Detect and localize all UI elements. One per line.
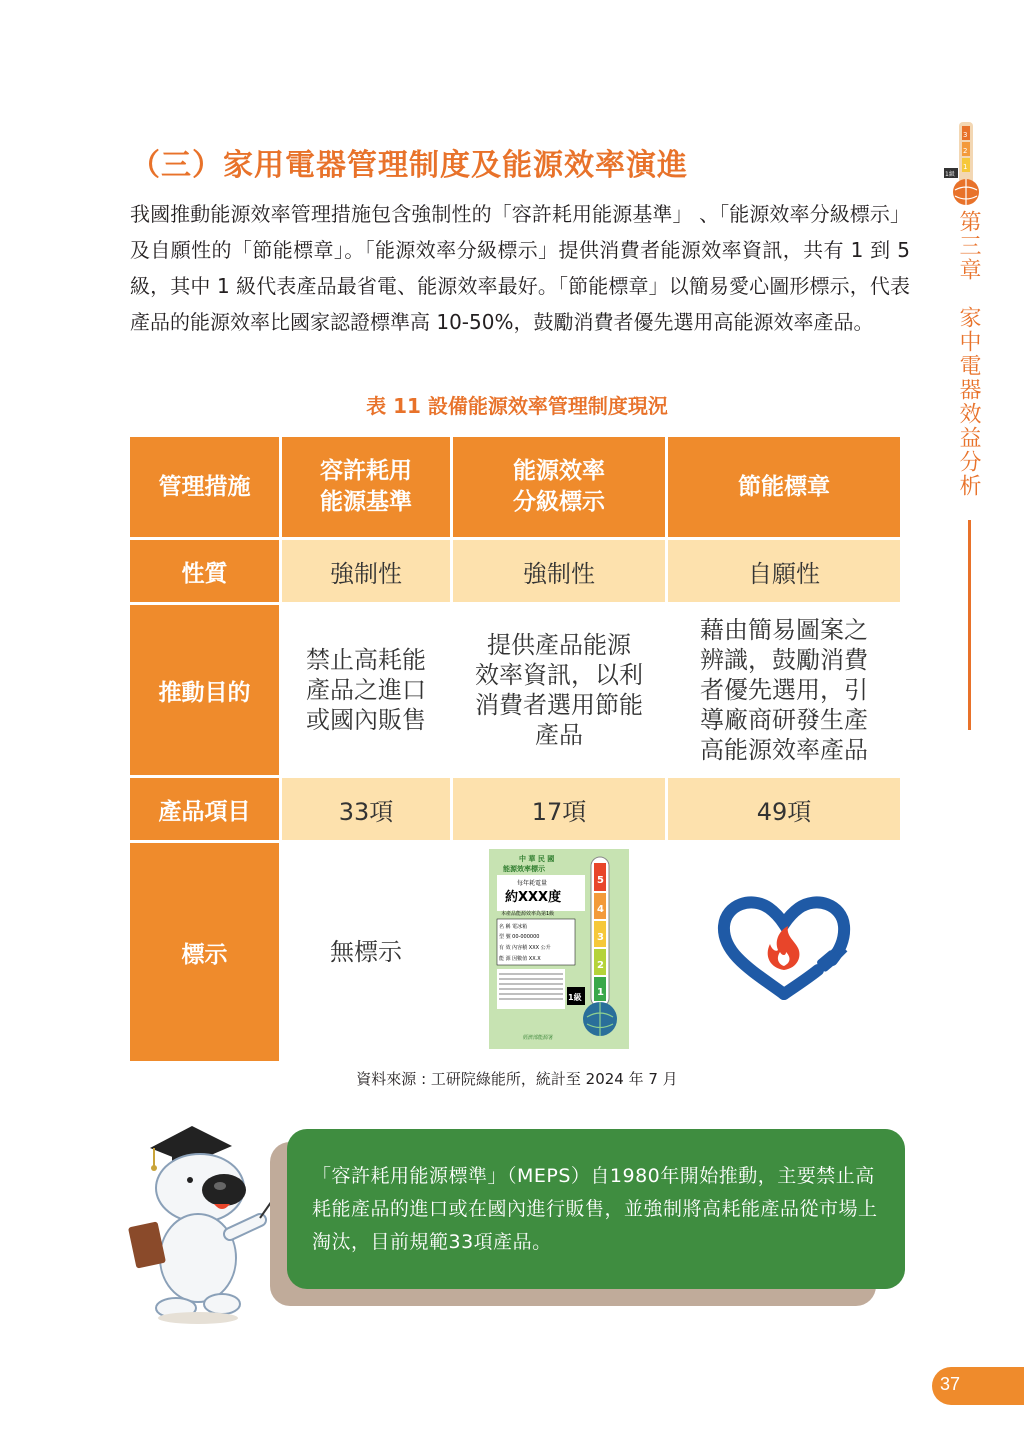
table-cell: 強制性 xyxy=(453,540,665,602)
table-cell: 33項 xyxy=(282,778,450,840)
table-cell: 自願性 xyxy=(668,540,900,602)
table-row-mark xyxy=(130,843,900,1061)
label-field-row: 能 源 因數值 XX.X xyxy=(499,955,541,962)
page-number: 37 xyxy=(940,1374,961,1394)
table-cell: 提供產品能源 效率資訊，以利 消費者選用節能 產品 xyxy=(453,605,665,775)
table-cell: 無標示 xyxy=(282,843,450,1061)
grade-number: 2 xyxy=(597,959,604,971)
table-header-row xyxy=(130,437,900,537)
label-footer: 經濟部能源署 xyxy=(523,1034,554,1041)
energy-efficiency-label-image xyxy=(489,849,629,1049)
table-cell xyxy=(453,843,665,1061)
row-label-mark: 標示 xyxy=(130,843,279,1061)
label-title-1: 中 華 民 國 xyxy=(519,854,555,863)
table-cell xyxy=(668,843,900,1061)
table-cell: 17項 xyxy=(453,778,665,840)
label-consumption-label: 每年耗電量 xyxy=(517,879,548,887)
label-field-row: 型 號 00-000000 xyxy=(499,933,540,940)
source-note: 資料來源 : 工研院綠能所，統計至 2024 年 7 月 xyxy=(356,1070,678,1088)
chapter-divider xyxy=(968,520,971,730)
label-consumption-value: 約XXX度 xyxy=(505,889,562,905)
grade-number: 1 xyxy=(597,986,604,998)
intro-paragraph: 我國推動能源效率管理措施包含強制性的「容許耗用能源基準」 、「能源效率分級標示」及自願性的「節能標章」。「能源效率分級標示」提供消費者能源效率資訊，共有 1 到 5 級，其中 1 級代表產品最省電、能源效率最好。「節能標章」以簡易愛心圖形標示，代表產品的能源效率比國家認證標準高 10-50%，鼓勵消費者優先選用高能源效率產品。 xyxy=(130,202,910,334)
table-cell: 強制性 xyxy=(282,540,450,602)
row-label-nature: 性質 xyxy=(130,540,279,602)
table-cell: 禁止高耗能 產品之進口 或國內販售 xyxy=(282,605,450,775)
grade-number: 4 xyxy=(597,903,604,915)
thermo-level: 1 xyxy=(963,163,968,171)
header-energy-saving-mark: 節能標章 xyxy=(668,437,900,537)
management-table xyxy=(127,434,903,1064)
header-meps: 容許耗用 能源基準 xyxy=(282,437,450,537)
row-label-purpose: 推動目的 xyxy=(130,605,279,775)
grade-badge: 1級 xyxy=(568,992,582,1002)
header-measure: 管理措施 xyxy=(130,437,279,537)
header-efficiency-label: 能源效率 分級標示 xyxy=(453,437,665,537)
mascot-bear-illustration xyxy=(120,1118,290,1328)
table-caption: 表 11 設備能源效率管理制度現況 xyxy=(366,394,668,418)
grade-number: 5 xyxy=(597,874,604,886)
label-field-row: 名 稱 電冰箱 xyxy=(499,923,528,930)
grade-number: 3 xyxy=(597,931,604,943)
table-row-nature xyxy=(130,540,900,602)
label-field-row: 有 效 內容積 XXX 公升 xyxy=(499,944,551,951)
thermo-level: 3 xyxy=(963,131,968,139)
thermo-level: 2 xyxy=(963,147,968,155)
table-cell: 藉由簡易圖案之 辨識，鼓勵消費 者優先選用，引 導廠商研發生產 高能源效率產品 xyxy=(668,605,900,775)
energy-saving-heart-icon xyxy=(714,894,854,1004)
thermo-tag: 1級 xyxy=(945,171,955,178)
callout-text: 「容許耗用能源標準」（MEPS）自1980年開始推動，主要禁止高耗能產品的進口或在國內進行販售，並強制將高耗能產品從市場上淘汰，目前規範33項產品。 xyxy=(312,1165,878,1253)
table-row-purpose xyxy=(130,605,900,775)
chapter-title: 第三章 家中電器效益分析 xyxy=(956,210,981,498)
table-cell: 49項 xyxy=(668,778,900,840)
label-grade-note: 本產品能源效率為第1級 xyxy=(501,910,555,917)
label-title-2: 能源效率標示 xyxy=(503,864,545,873)
section-title: （三）家用電器管理制度及能源效率演進 xyxy=(130,148,688,183)
chapter-thermometer-icon xyxy=(944,120,988,210)
table-row-products xyxy=(130,778,900,840)
row-label-products: 產品項目 xyxy=(130,778,279,840)
